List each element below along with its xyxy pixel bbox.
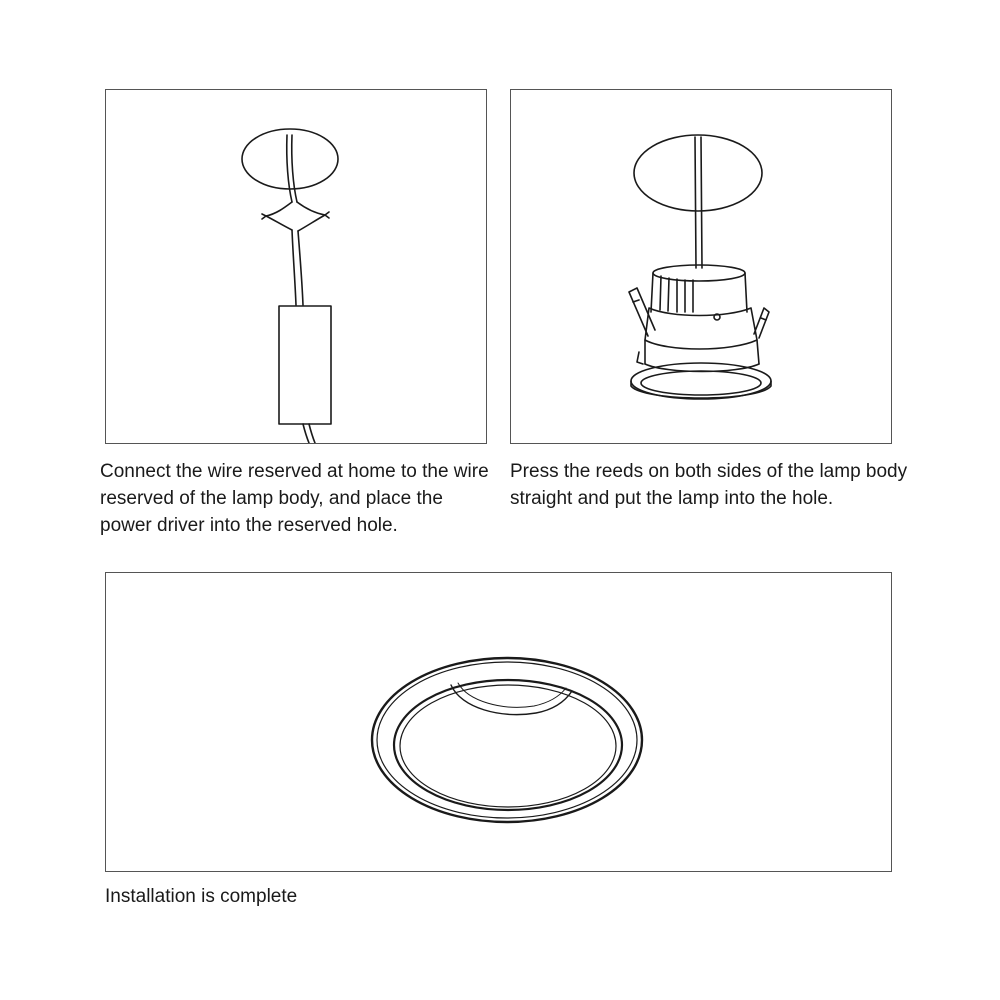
lamp-wire [292,230,296,305]
spring-reed-left-lower [637,352,643,364]
trim-outer-ring [372,658,642,822]
lamp-wire [695,137,696,268]
power-driver-box [279,306,331,424]
spring-reed-right-clip [761,318,766,320]
step-1-caption: Connect the wire reserved at home to the wire reserved of the lamp body, and place the power driver into the reserved hole. [100,461,489,536]
trim-inner-ring-edge [400,685,616,807]
lamp-wire-bottom-inner [309,424,315,443]
wire-connector [266,202,325,231]
step-2-drawing [511,90,891,443]
ceiling-hole-ellipse [634,135,762,211]
heat-sink-top [653,265,745,281]
step-2-illustration-panel [510,89,892,444]
lamp-wire-inner [298,231,303,305]
step-2-caption: Press the reeds on both sides of the lamp body straight and put the lamp into the hole. [510,461,908,509]
step-3-illustration-panel [105,572,892,872]
reflector-recess-inner [458,683,566,707]
lamp-lower-body [645,340,759,364]
spring-reed-left-clip [633,300,639,302]
lamp-wire-bottom [303,424,309,443]
step-1-illustration-panel [105,89,487,444]
lamp-housing [645,308,757,349]
connector-tip-right [325,212,329,218]
connector-tip-left [262,214,266,219]
step-1-drawing [106,90,486,443]
lamp-bezel-inner [641,371,761,395]
step-3-drawing [106,573,891,871]
trim-inner-ring [394,680,622,810]
ceiling-hole-ellipse [242,129,338,189]
house-wire-inner [292,135,297,202]
step-3-caption: Installation is complete [105,886,298,907]
lamp-wire-inner [701,137,702,268]
